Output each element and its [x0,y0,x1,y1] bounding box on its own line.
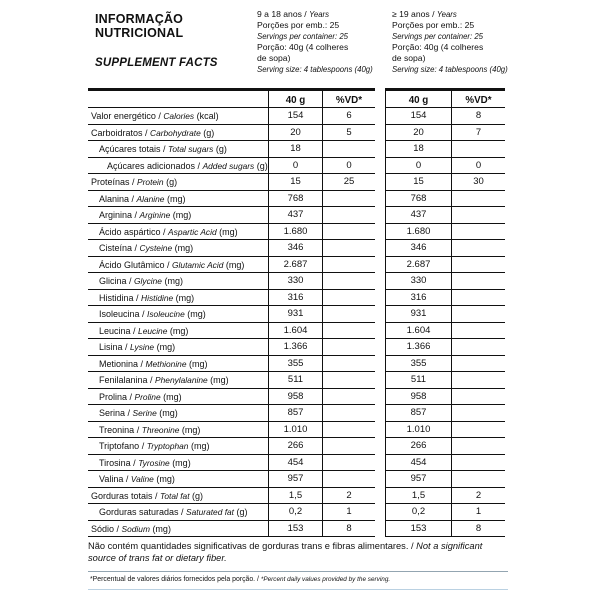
table-row [88,125,505,142]
dv-cell [323,356,375,373]
table-row [88,438,505,455]
table-row [88,306,505,323]
column-gap [375,471,385,488]
label-title [95,12,183,40]
row-label: Gorduras totais / Total fat (g) [88,488,268,505]
dv-cell [323,306,375,323]
row-label: Ácido Glutâmico / Glutamic Acid (mg) [88,257,268,274]
table-body [88,108,505,537]
column-gap [375,88,385,108]
amount-cell: 330 [268,273,323,290]
table-row [88,323,505,340]
dv-cell: 2 [323,488,375,505]
row-label: Cisteína / Cysteine (mg) [88,240,268,257]
table-row [88,422,505,439]
amount-cell: 511 [385,372,452,389]
amount-cell: 316 [385,290,452,307]
table-row [88,504,505,521]
column-gap [375,455,385,472]
amount-cell: 2.687 [385,257,452,274]
amount-cell: 1.010 [385,422,452,439]
table-row [88,290,505,307]
column-gap [375,158,385,175]
column-gap [375,372,385,389]
amount-cell: 857 [268,405,323,422]
dv-cell [452,422,505,439]
dv-cell [323,191,375,208]
serving-info-group-19plus [392,9,524,75]
dv-cell [452,455,505,472]
table-row [88,405,505,422]
column-gap [375,488,385,505]
row-label: Valina / Valine (mg) [88,471,268,488]
dv-cell: 1 [323,504,375,521]
dv-cell [452,273,505,290]
dv-cell [323,240,375,257]
dv-cell [323,372,375,389]
amount-cell: 20 [385,125,452,142]
column-gap [375,306,385,323]
dv-cell: 30 [452,174,505,191]
column-gap [375,207,385,224]
table-row [88,191,505,208]
column-gap [375,323,385,340]
table-row [88,389,505,406]
amount-cell: 0 [268,158,323,175]
column-gap [375,339,385,356]
row-label: Açúcares adicionados / Added sugars (g) [88,158,268,175]
amount-cell: 1,5 [385,488,452,505]
note-en: Not a significant source of trans fat or dietary fiber. [88,541,483,563]
serving-size-en: Serving size: 4 tablespoons (40g) [257,65,373,74]
label-title-line1: INFORMAÇÃO [95,12,184,26]
age-range: 9 a 18 anos / Years [257,9,330,19]
dv-cell: 1 [452,504,505,521]
dv-cell [452,257,505,274]
amount-cell: 154 [268,108,323,125]
serving-size-en: Serving size: 4 tablespoons (40g) [392,65,508,74]
header-label-spacer [88,88,268,108]
table-row [88,372,505,389]
dv-cell [323,224,375,241]
dv-cell [452,356,505,373]
amount-cell: 957 [268,471,323,488]
footnote-pt: *Percentual de valores diários fornecidos pela porção. / [90,576,259,583]
amount-cell: 768 [385,191,452,208]
amount-cell: 931 [385,306,452,323]
amount-cell: 153 [385,521,452,538]
table-row [88,488,505,505]
amount-cell: 0 [385,158,452,175]
col-header-amount-1: 40 g [268,88,323,108]
column-gap [375,521,385,538]
row-label: Carboidratos / Carbohydrate (g) [88,125,268,142]
dv-cell [323,273,375,290]
column-gap [375,389,385,406]
amount-cell: 1.366 [385,339,452,356]
column-gap [375,191,385,208]
row-label: Alanina / Alanine (mg) [88,191,268,208]
table-row [88,207,505,224]
amount-cell: 1.680 [268,224,323,241]
dv-cell [452,339,505,356]
row-label: Metionina / Methionine (mg) [88,356,268,373]
dv-cell: 8 [452,108,505,125]
amount-cell: 1.604 [268,323,323,340]
column-gap [375,438,385,455]
servings-per-container-en: Servings per container: 25 [392,32,484,41]
footnote-en: *Percent daily values provided by the serving. [260,576,391,583]
dv-cell [323,257,375,274]
dv-cell [452,438,505,455]
row-label: Ácido aspártico / Aspartic Acid (mg) [88,224,268,241]
dv-cell [452,405,505,422]
servings-per-container-en: Servings per container: 25 [257,32,349,41]
row-label: Histidina / Histidine (mg) [88,290,268,307]
amount-cell: 437 [385,207,452,224]
note-pt: Não contém quantidades significativas de gorduras trans e fibras alimentares. / [88,541,414,551]
no-significant-source-note [88,541,508,564]
dv-cell [323,438,375,455]
col-header-dv-2: %VD* [452,88,505,108]
dv-cell [323,290,375,307]
table-row [88,108,505,125]
dv-cell: 7 [452,125,505,142]
table-row [88,141,505,158]
servings-per-container-pt: Porções por emb.: 25 [392,20,475,30]
amount-cell: 0,2 [268,504,323,521]
amount-cell: 1.366 [268,339,323,356]
row-label: Sódio / Sodium (mg) [88,521,268,538]
amount-cell: 957 [385,471,452,488]
amount-cell: 0,2 [385,504,452,521]
column-gap [375,108,385,125]
dv-cell [452,141,505,158]
nutrition-table [88,88,505,537]
column-gap [375,240,385,257]
row-label: Glicina / Glycine (mg) [88,273,268,290]
row-label: Proteínas / Protein (g) [88,174,268,191]
portion-pt-line2: de sopa) [257,53,291,63]
dv-cell: 0 [323,158,375,175]
row-label: Leucina / Leucine (mg) [88,323,268,340]
amount-cell: 958 [268,389,323,406]
portion-pt-line1: Porção: 40g (4 colheres [392,42,484,52]
amount-cell: 15 [385,174,452,191]
table-row [88,257,505,274]
amount-cell: 18 [385,141,452,158]
dv-cell: 8 [323,521,375,538]
row-label: Isoleucina / Isoleucine (mg) [88,306,268,323]
table-header-row [88,88,505,108]
portion-pt-line1: Porção: 40g (4 colheres [257,42,349,52]
amount-cell: 18 [268,141,323,158]
dv-cell [452,372,505,389]
row-label: Treonina / Threonine (mg) [88,422,268,439]
column-gap [375,174,385,191]
dv-cell: 5 [323,125,375,142]
amount-cell: 454 [268,455,323,472]
row-label: Açúcares totais / Total sugars (g) [88,141,268,158]
amount-cell: 1.680 [385,224,452,241]
amount-cell: 355 [268,356,323,373]
servings-per-container-pt: Porções por emb.: 25 [257,20,340,30]
dv-cell [323,207,375,224]
table-row [88,339,505,356]
dv-cell [323,471,375,488]
dv-cell [452,306,505,323]
row-label: Prolina / Proline (mg) [88,389,268,406]
dv-cell [452,224,505,241]
dv-cell [323,422,375,439]
amount-cell: 153 [268,521,323,538]
dv-cell: 2 [452,488,505,505]
serving-info-group-9-18 [257,9,389,75]
amount-cell: 1.010 [268,422,323,439]
table-row [88,158,505,175]
dv-cell [452,389,505,406]
age-range: ≥ 19 anos / Years [392,9,457,19]
column-gap [375,504,385,521]
amount-cell: 20 [268,125,323,142]
row-label: Tirosina / Tyrosine (mg) [88,455,268,472]
table-row [88,471,505,488]
column-gap [375,125,385,142]
amount-cell: 15 [268,174,323,191]
dv-cell: 0 [452,158,505,175]
amount-cell: 931 [268,306,323,323]
table-row [88,356,505,373]
table-row [88,521,505,538]
column-gap [375,141,385,158]
daily-values-footnote [88,571,508,590]
row-label: Valor energético / Calories (kcal) [88,108,268,125]
row-label: Fenilalanina / Phenylalanine (mg) [88,372,268,389]
dv-cell [452,191,505,208]
dv-cell [323,339,375,356]
dv-cell: 25 [323,174,375,191]
amount-cell: 958 [385,389,452,406]
row-label: Arginina / Arginine (mg) [88,207,268,224]
row-label: Triptofano / Tryptophan (mg) [88,438,268,455]
column-gap [375,290,385,307]
amount-cell: 316 [268,290,323,307]
column-gap [375,422,385,439]
amount-cell: 266 [268,438,323,455]
amount-cell: 1.604 [385,323,452,340]
dv-cell [452,290,505,307]
row-label: Serina / Serine (mg) [88,405,268,422]
amount-cell: 1,5 [268,488,323,505]
column-gap [375,356,385,373]
amount-cell: 355 [385,356,452,373]
row-label: Gorduras saturadas / Saturated fat (g) [88,504,268,521]
dv-cell [452,323,505,340]
dv-cell [323,455,375,472]
label-title-line2: NUTRICIONAL [95,26,184,40]
amount-cell: 266 [385,438,452,455]
col-header-dv-1: %VD* [323,88,375,108]
column-gap [375,273,385,290]
dv-cell [452,240,505,257]
amount-cell: 454 [385,455,452,472]
amount-cell: 511 [268,372,323,389]
dv-cell [323,323,375,340]
amount-cell: 2.687 [268,257,323,274]
table-row [88,455,505,472]
table-row [88,224,505,241]
table-row [88,273,505,290]
column-gap [375,257,385,274]
amount-cell: 437 [268,207,323,224]
table-row [88,174,505,191]
amount-cell: 346 [268,240,323,257]
dv-cell [323,141,375,158]
column-gap [375,405,385,422]
amount-cell: 768 [268,191,323,208]
label-subtitle: SUPPLEMENT FACTS [95,57,218,69]
col-header-amount-2: 40 g [385,88,452,108]
portion-pt-line2: de sopa) [392,53,426,63]
dv-cell: 6 [323,108,375,125]
column-gap [375,224,385,241]
row-label: Lisina / Lysine (mg) [88,339,268,356]
amount-cell: 346 [385,240,452,257]
dv-cell [452,471,505,488]
amount-cell: 330 [385,273,452,290]
amount-cell: 857 [385,405,452,422]
dv-cell [323,389,375,406]
dv-cell: 8 [452,521,505,538]
amount-cell: 154 [385,108,452,125]
table-row [88,240,505,257]
dv-cell [323,405,375,422]
dv-cell [452,207,505,224]
